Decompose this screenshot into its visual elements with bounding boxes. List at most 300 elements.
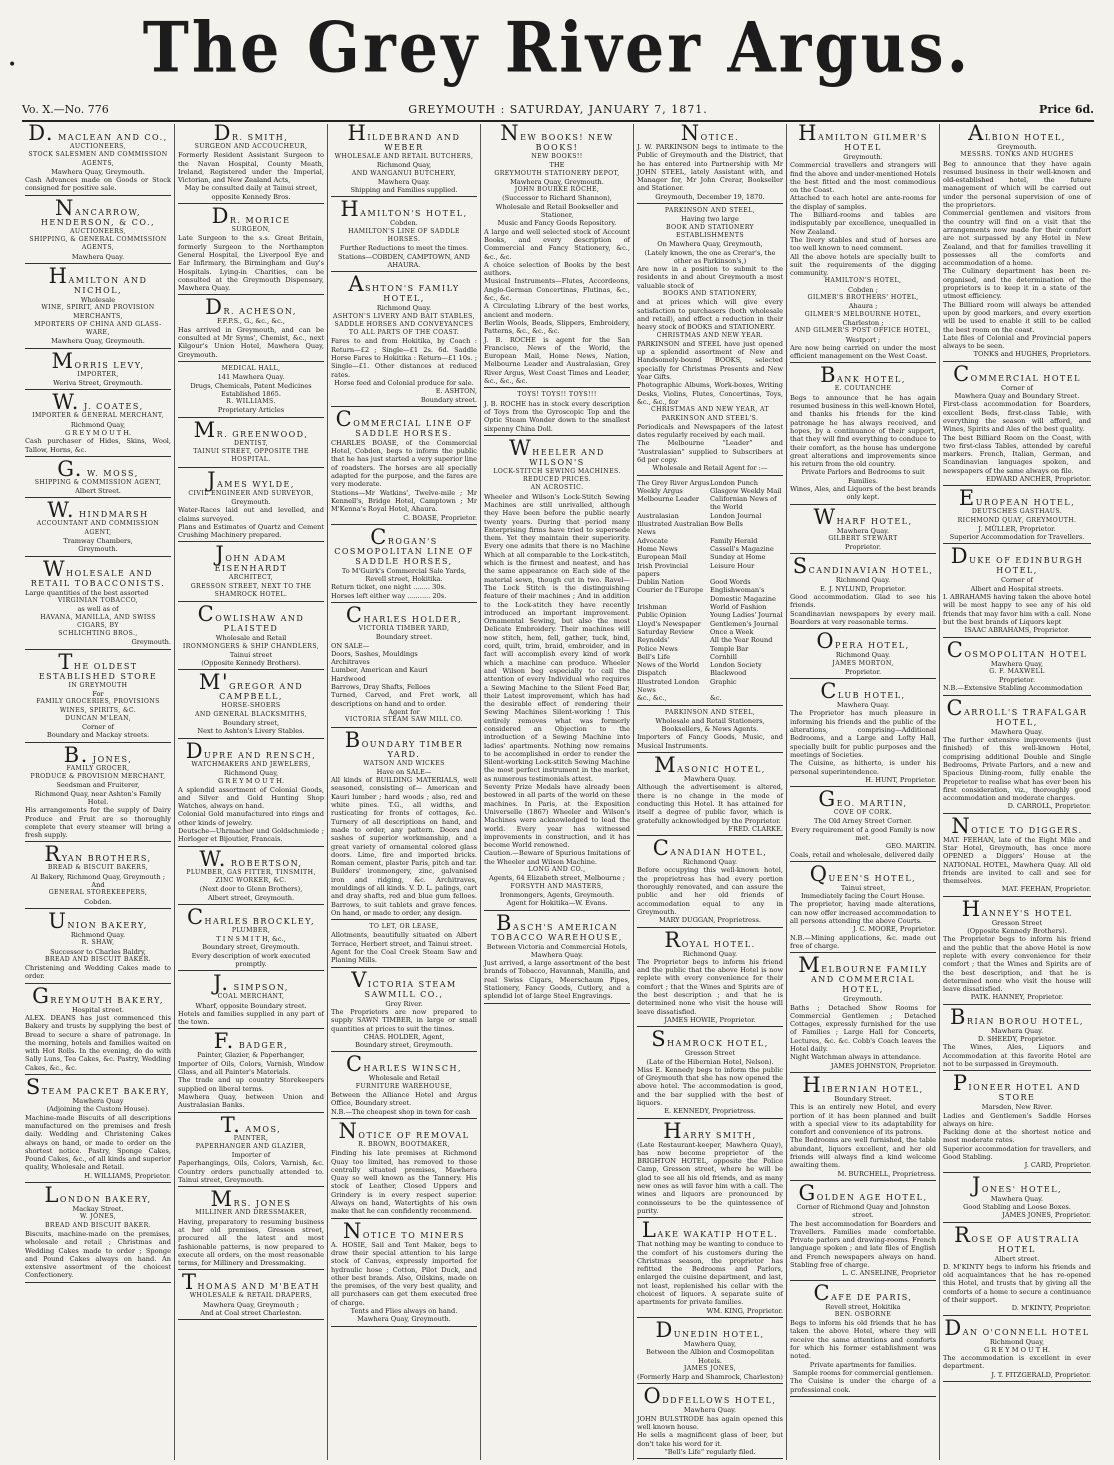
- ad-text: The accommodation is excellent in ever department.: [943, 1354, 1091, 1371]
- ad-text: Mawhera Quay, Greymouth.: [510, 177, 604, 186]
- ad-heading: MELBOURNE FAMILY AND COMMERCIAL HOTEL,: [798, 953, 928, 995]
- ad-heading: NOTICE TO MINERS: [342, 1218, 466, 1243]
- ad-text: Cobden.: [390, 219, 418, 228]
- ad-text: BOOK AND STATIONERY ESTABLISHMENTS: [665, 223, 755, 239]
- ad-heading: DUKE OF EDINBURGH HOTEL,: [950, 544, 1084, 576]
- ad-text: FURNITURE WAREHOUSE,: [355, 1082, 453, 1090]
- ad-text: ACCOUNTANT AND COMMISSION AGENT,: [36, 520, 160, 536]
- ad-text: Although the advertisement is altered, there is no change in the mode of conducting this Hotel. It has attained for itself a degree of public favor, which is gratefully acknowledged by the Proprietor.: [637, 783, 783, 825]
- advertisement: [178, 365, 324, 418]
- agency-list-item: Australasian: [637, 511, 679, 520]
- ad-text: The best accommodation for Boarders and Travellers. Families made comfortable. Private parlors and drawing-rooms. French language spoken ; and late files of English and French newspapers always on hand. Stabling free of charge.: [790, 1219, 936, 1269]
- ad-text: That nothing may be wanting to conduce to the comfort of his customers during the Christmas season, the proprietor has refitted the Bedrooms and Parlors, enlarged the cuisine department, and last, not least, replenished his cellar with the choicest of liquors. A separate suite of apartments for private families.: [637, 1240, 783, 1307]
- ad-text: Late Surgeon to the s.s. Great Britain, formerly Surgeon to the Northampton General Hospital, the Liverpool Eye and Ear Infirmary, the Birmingham and Guy's Hospitals. Lying-in Charities, can be consulted at the Greymouth Dispensary, Mawhera Quay.: [178, 234, 324, 293]
- ad-text: Late files of Colonial and Provincial papers always to be seen.: [943, 333, 1091, 351]
- advertisement: [25, 556, 171, 650]
- agency-list-item: London Society: [710, 661, 762, 670]
- ad-text: ALEX. DEANS has just commenced this Bakery and trusts by supplying the best of Bread to secure a share of patronage. In the morning, hotels and families waited on with Hot Rolls. In the evening, do do with Sally Luns, Tea Cakes, &c. Pastry, Wedding Cakes, &c., &c.: [25, 1014, 171, 1072]
- ad-text: The livery stables and stud of horses are too well known to need comment.: [790, 235, 936, 253]
- ad-text: Boundary street, Greymouth.: [202, 943, 300, 952]
- advertisement: [637, 927, 783, 1028]
- ad-heading: JOHN ADAM EISENHARDT: [214, 542, 288, 574]
- advertisement: [331, 406, 477, 525]
- ad-text: Boundary street.: [375, 633, 433, 642]
- ad-text: IMPORTER,: [77, 370, 119, 378]
- ad-text: (Opposite Kennedy Brothers).: [967, 927, 1067, 936]
- agency-list-item: Saturday Review: [637, 627, 694, 636]
- ad-text: Greymouth, December 19, 1870.: [655, 192, 765, 201]
- ad-text: The Proprietor begs to inform his friend and the public that the above Hotel is now replete with every convenience for their comfort ; that the Wines and Spirits are of the best description, and that he is determined none who visit the house will leave dissatisfied.: [943, 935, 1091, 994]
- ad-text: TAINUI STREET, OPPOSITE THE HOSPITAL.: [193, 448, 309, 464]
- ad-text: Mawhera Quay, between Union and Australasian Banks.: [178, 1092, 324, 1110]
- ad-text: Wines, Ales, and Liquors of the best brands only kept.: [790, 484, 936, 502]
- ad-text: Richmond Quay.: [835, 651, 891, 660]
- ad-text: Cash Advances made on Goods or Stock consigned for positive sale.: [25, 176, 171, 193]
- column-2: [175, 124, 328, 1460]
- ad-heading: HAMILTON'S HOTEL,: [340, 197, 468, 222]
- ad-text: Large quantities of the best assorted: [25, 588, 149, 597]
- advertisement: [25, 498, 171, 556]
- ad-text: (Late of the Hibernian Hotel, Nelson).: [646, 1057, 774, 1066]
- ad-text: VICTORIA TIMBER YARD,: [358, 624, 450, 632]
- ad-text: Ahaura ;: [848, 302, 878, 311]
- ad-text: Begs to announce that he has again resumed business in this well-known Hotel, and thanks his friends for the kind patronage he has always received, and hopes, by a continuance of their support, that they will find everything to conduce to their comfort, as the house has undergone great alterations and improvements since his return from the old country.: [790, 393, 936, 469]
- ad-text: All kinds of BUILDING MATERIALS, well seasoned, consisting of— American and Kauri lumber ; hard woods ; also, red and white pines. T.G., all widths, and rusticating for fronts of cottages, &c. Turnery of all descriptions on hand, and made to order, any pattern. Doors and sashes of superior workmanship, and a great variety of ornamental colored glass doors. Lime, fire and imported bricks. Roman cement, plaster Paris, pitch and tar. Builders' ironmongery, zinc, galvanised iron and ridging, &c. Architraves, mouldings of all kinds. V. D. L. palings, cart and dray shafts, red and blue gum felloes. Barrows, to suit tablets and grave fences. On hand, or made to order, any design.: [331, 776, 477, 917]
- ad-text: The Old Arney Street Corner.: [813, 817, 913, 826]
- ad-text: G R E Y M O U T H.: [217, 777, 285, 786]
- ad-heading: CHARLES WINSCH,: [345, 1052, 463, 1077]
- ad-heading: GEO. MARTIN,: [818, 787, 908, 812]
- ad-text: as well as of: [77, 605, 119, 614]
- ad-text: AND WANGANUI BUTCHERY,: [351, 169, 457, 177]
- ad-text: GILMER'S MELBOURNE HOTEL,: [804, 310, 922, 318]
- ad-text: JOHN BOURKE ROCHE,: [514, 186, 600, 194]
- advertisement: [331, 1118, 477, 1219]
- ad-text: For: [92, 689, 104, 698]
- ad-text: The Cuisine is under the charge of a professional cook.: [790, 1377, 936, 1394]
- ad-text: Richmond Quay,: [376, 161, 432, 170]
- ad-text: Baths ; Detached Show Rooms for Commercial Gentlemen ; Detached Cottages, expressly furnished for the use of Families ; Large Hall for Concerts, Lectures, &c. &c. Cobb's Coach leaves the Hotel daily.: [790, 1003, 936, 1054]
- ad-text: Mawhera Quay.: [71, 252, 125, 261]
- advertisement: [178, 124, 324, 204]
- ad-heading: LONDON BAKERY,: [44, 1183, 152, 1208]
- ad-text: (Formerly Harp and Shamrock, Charleston): [637, 1373, 783, 1382]
- ad-text: Agent for: [388, 707, 420, 716]
- ad-text: Water-Races laid out and levelled, and claims surveyed.: [178, 506, 324, 523]
- ad-text: CHARLES BOASE, of the Commercial Hotel, Cobden, begs to inform the public that he has just started a very superior line of roadsters. The horses are all specially adapted for the purpose, and the fares are very moderate.: [331, 438, 477, 489]
- ad-text: E. COUTANCHE: [834, 385, 892, 393]
- agency-list-item: Blackwood: [710, 669, 747, 678]
- ad-text: F.F.P.S., G., &c., &c.,: [217, 317, 285, 326]
- ad-heading: QUEEN'S HOTEL,: [809, 861, 917, 886]
- ad-text: Paperhangings, Oils, Colors, Varnish, &c. Country orders punctually attended to. Tainui street, Greymouth.: [178, 1159, 324, 1185]
- ad-text: Successor to Charles Baldry,: [50, 947, 146, 956]
- agency-list-item: London Journal: [710, 511, 762, 520]
- agency-list-item: Gentlemen's Journal: [710, 619, 779, 628]
- ad-heading: WHOLESALE AND RETAIL TOBACCONISTS.: [30, 556, 166, 588]
- ad-text: GILMER'S BROTHERS' HOTEL,: [807, 294, 919, 302]
- advertisement: [943, 124, 1091, 362]
- ad-heading: F. BADGER,: [213, 1029, 289, 1054]
- ad-text: Between the Alliance Hotel and Argus Office, Boundary street.: [331, 1091, 477, 1108]
- advertisement: [790, 861, 936, 953]
- advertisement: [331, 923, 477, 967]
- ad-heading: NANCARROW, HENDERSON, & CO.,: [40, 195, 156, 227]
- advertisement: [790, 953, 936, 1073]
- ad-text: Ironmongers, Agents, Greymouth.: [499, 890, 615, 899]
- ad-text: SHIPPING & COMMISSION AGENT,: [34, 478, 162, 486]
- ad-heading: BRIAN BOROU HOTEL,: [950, 1004, 1084, 1029]
- ad-text: E. KENNEDY, Proprietress.: [664, 1107, 756, 1116]
- ad-text: Boundary street.: [420, 395, 477, 404]
- advertisement: [178, 1112, 324, 1188]
- ad-text: His arrangements for the supply of Dairy Produce and Fruit are so thoroughly complete that every steamer will bring a fresh supply.: [25, 806, 171, 840]
- ad-text: JAMES JONES,: [683, 1364, 737, 1372]
- ad-text: ASHTON'S LIVERY AND BAIT STABLES,: [333, 312, 475, 320]
- ad-text: Begs to inform his old friends that he has taken the above Hotel, where they will receive the same attentions and comforts for which his former establishment was noted.: [790, 1319, 936, 1361]
- advertisement: [25, 649, 171, 743]
- column-5: [634, 124, 787, 1460]
- ad-text: COAL MERCHANT,: [217, 993, 285, 1001]
- ad-text: JAMES MORTON,: [832, 659, 894, 667]
- advertisement: [178, 204, 324, 295]
- advertisement: [790, 124, 936, 363]
- advertisement: [25, 263, 171, 349]
- advertisement: [178, 417, 324, 468]
- ad-heading: MORRIS LEVY,: [51, 348, 145, 373]
- ad-text: The best Billiard Room on the Coast, with two first-class Tables, attended by careful markers. French, Italian, German, and Scandinavian languages spoken, and newspapers of the same always on file.: [943, 433, 1091, 475]
- ad-text: The proprietor, having made alterations, can now offer increased accommodation to all persons attending the above Courts.: [790, 900, 936, 926]
- ad-heading: GREYMOUTH BAKERY,: [32, 983, 164, 1008]
- ad-heading: SCANDINAVIAN HOTEL,: [792, 554, 934, 579]
- ad-text: Proprietor.: [998, 676, 1036, 685]
- volume-number: Vo. X.—No. 776: [22, 103, 109, 116]
- ad-text: Revell street, Hokitika: [825, 1302, 901, 1311]
- ad-heading: G. W. MOSS,: [57, 456, 139, 481]
- ad-heading: CANADIAN HOTEL,: [652, 836, 768, 861]
- ad-text: Richmond Quay.: [70, 930, 126, 939]
- ad-text: SADDLE HORSES AND CONVEYANCES TO ALL PARTS OF THE COAST.: [334, 320, 474, 337]
- ad-text: WHOLESALE & RETAIL DRAPERS,: [189, 1292, 313, 1300]
- ad-text: A Circulating Library of the best works, ancient and modern.: [484, 302, 630, 319]
- ad-heading: NEW BOOKS! NEW BOOKS!: [500, 124, 614, 152]
- ad-text: H. WILLIAMS, Proprietor.: [84, 1171, 171, 1180]
- ad-text: Corner of: [82, 723, 114, 732]
- ad-text: ON SALE—: [331, 641, 370, 650]
- ad-text: Private apartments for families.: [809, 1360, 917, 1369]
- ad-text: (Lately known, the one as Crerar's, the other as Parkinson's,): [644, 248, 776, 265]
- ad-text: Finding his late premises at Richmond Quay too limited, has removed to those centrally situated premises, Mawhera Quay so well known as the Tannery. His stock of Leather, Closed Uppers and Grindery is in every respect superior. Always on hand, Watertights of his own make that he can confidently recommend.: [331, 1149, 477, 1216]
- ad-text: 141 Mawhera Quay.: [217, 373, 285, 382]
- ad-text: Private Parlors and Bedrooms to suit Families.: [801, 468, 925, 485]
- ad-heading: ASHTON'S FAMILY HOTEL,: [348, 272, 460, 304]
- ad-text: Mawhera Quay.: [990, 1194, 1044, 1203]
- place-and-date: GREYMOUTH : SATURDAY, JANUARY 7, 1871.: [408, 103, 708, 116]
- ad-text: FAMILY GROCERIES, PROVISIONS WINES, SPIRITS, &C.: [36, 698, 160, 714]
- ad-text: Mawhera Quay and Boundary Street.: [954, 392, 1080, 401]
- ad-text: HAMILTON'S HOTEL,: [824, 277, 902, 285]
- ad-text: IN GREYMOUTH: [68, 681, 128, 689]
- ad-text: CHRISTMAS AND NEW YEAR, AT PARKINSON AND STEEL'S.: [651, 406, 769, 422]
- ad-text: Caution.—Beware of Spurious Imitations of the Wheeler and Wilson Machine.: [484, 849, 630, 866]
- ad-text: Seedsman and Fruiterer,: [56, 781, 140, 790]
- ad-text: J. MÜLLER, Proprietor.: [978, 524, 1056, 533]
- ad-text: AUCTIONEERS,: [70, 227, 126, 235]
- ad-text: E. J. NYLUND, Proprietor.: [819, 584, 907, 593]
- advertisement: [637, 1384, 783, 1459]
- advertisement: [178, 295, 324, 361]
- ad-text: Mawhera Quay.: [990, 727, 1044, 736]
- ad-text: The Proprietor begs to inform his friend and the public that the above Hotel is now replete with every convenience for their comfort ; that the Wines and Spirits are of the best description ; and that he is determined none who visit the house will leave dissatisfied.: [637, 957, 783, 1016]
- ad-text: MESSRS. TONKS AND HUGHES: [960, 151, 1074, 159]
- ad-text: Cobden ;: [848, 285, 878, 294]
- ad-text: HAVANA, MANILLA, AND SWISS CIGARS, BY: [40, 613, 156, 629]
- ad-text: PLUMBER,: [231, 926, 271, 934]
- advertisement: [943, 813, 1091, 897]
- ad-text: JOHN BULSTRODE has again opened this well known house.: [637, 1414, 783, 1431]
- ad-text: Wholesale and Retail Agent for :—: [652, 464, 768, 473]
- ad-text: Corner of Richmond Quay and Johnston street.: [796, 1202, 930, 1220]
- ad-text: Corner of: [1001, 383, 1033, 392]
- ad-text: WINE, SPIRIT, AND PROVISION MERCHANTS,: [41, 304, 155, 320]
- ad-text: All the above hotels are specially built to suit the requirements of the digging community.: [790, 252, 936, 278]
- ad-text: SHIPPING, & GENERAL COMMISSION AGENTS,: [29, 236, 167, 252]
- ad-heading: UNION BAKERY,: [48, 908, 148, 933]
- ad-text: G. F. MAXWELL: [989, 667, 1045, 675]
- ad-text: Musical Instruments—Flutes, Accordeons, Anglo-German Concertinas, Flutinas, &c., &c., &c.: [484, 277, 630, 303]
- advertisement: [178, 738, 324, 847]
- ad-heading: HAMILTON GILMER'S HOTEL: [798, 124, 928, 152]
- ad-text: Every description of work executed promptly.: [191, 951, 311, 968]
- agency-list-item: Bow Bells: [710, 520, 743, 529]
- ad-text: D. M'KINTY, Proprietor.: [1011, 1304, 1091, 1313]
- ad-text: BREAD & BISCUIT BAKERS,: [47, 864, 149, 872]
- ad-heading: CAFE DE PARIS,: [813, 1280, 913, 1305]
- ad-text: A. HOSIE, Sail and Tent Maker, begs to draw their special attention to his large stock of Canvas, expressly imported for hydraulic hose ; Cotton, Pilot Duck, and other best brands. Also, Oilskins, made on the premises, of the very best quality, and all purchasers can get them executed free of charge.: [331, 1240, 477, 1307]
- ad-text: The Culinary department has been re-organised, and the determination of the proprietors is to keep it in a state of the utmost efficiency.: [943, 267, 1091, 301]
- ad-text: WATCHMAKERS AND JEWELERS,: [191, 760, 311, 768]
- advertisement: [790, 554, 936, 629]
- ad-text: Stations—Mr Watkins', Twelve-mile ; Mr Kennell's, Bridge Hotel, Camptown ; Mr M'Kenna's Royal Hotel, Ahaura.: [331, 488, 477, 514]
- ad-heading: J. SIMPSON,: [213, 971, 289, 996]
- ad-heading: SHAMROCK HOTEL,: [651, 1027, 769, 1052]
- agency-list-item: Young Ladies' Journal: [710, 611, 783, 620]
- ad-heading: NOTICE.: [680, 124, 740, 145]
- ad-text: Next to Ashton's Livery Stables.: [197, 727, 305, 736]
- ad-text: Richmond Quay,: [223, 768, 279, 777]
- ad-heading: HARRY SMITH,: [663, 1118, 757, 1143]
- advertisement: [25, 348, 171, 391]
- ad-heading: THE OLDEST ESTABLISHED STORE: [38, 649, 158, 681]
- ad-text: R. BROWN, BOOTMAKER,: [358, 1140, 450, 1148]
- ad-text: (Next door to Glenn Brothers),: [199, 885, 303, 894]
- ad-text: Proprietor.: [844, 543, 882, 552]
- ad-text: J. T. FITZGERALD, Proprietor.: [991, 1370, 1091, 1379]
- ad-text: Between the Albion and Cosmopolitan Hotels.: [646, 1348, 774, 1365]
- ad-heading: ROSE OF AUSTRALIA HOTEL: [954, 1222, 1080, 1254]
- ad-text: Wholesale and Retail: [215, 634, 287, 643]
- agency-list: [637, 479, 783, 703]
- ad-text: Importers of Fancy Goods, Music, and Musical Instruments.: [637, 733, 783, 750]
- agency-list-item: European Mail: [637, 553, 687, 562]
- ad-text: J. C. MOORE, Proprietor.: [853, 925, 936, 934]
- advertisement: [943, 361, 1091, 487]
- advertisement: [637, 753, 783, 836]
- ad-heading: W. ROBERTSON,: [199, 846, 303, 871]
- ad-text: J. CARD, Proprietor.: [1024, 1161, 1091, 1170]
- ad-text: Albert street.: [994, 1254, 1040, 1263]
- ad-text: HORSE-SHOERS: [221, 702, 281, 710]
- ad-text: And: [91, 881, 105, 890]
- ad-text: Fares to and from Hokitika, by Coach : Return—£2 ; Single—£1 2s. 6d. Saddle Horse Fares to Hokitika : Return—£1 10s. ; Single—£1. Other distances at reduced rates.: [331, 337, 477, 379]
- column-3: [328, 124, 481, 1460]
- advertisement: [25, 742, 171, 843]
- advertisement: [331, 967, 477, 1053]
- ad-text: LOCK-STITCH SEWING MACHINES.: [493, 467, 621, 475]
- ad-text: ARCHITECT,: [228, 574, 274, 582]
- ad-text: I. ABRAHAMS having taken the above hotel will be most happy to see any of his old friends that may favor him with a call. None but the best brands of Liquors kept: [943, 593, 1091, 626]
- ad-text: Wholesale and Retail Stationers, Booksellers, & News Agents.: [655, 716, 765, 734]
- ad-text: Wheeler and Wilson's Lock-Stitch Sewing Machines are still unrivalled, although they Have been before the public nearly twenty years. During that period many Enterprising firms have tried to supersede them. Yet they maintain their superiority. Every one admits that there is no Machine Which at all comparable to the Lock-stitch, which is the firmest and neatest, and has the same appearance on Each side of the material sewn, though cut in two. Ravel—The Lock Stitch is the distinguishing feature of their machines ; And in addition to the Lock-stitch they have recently introduced an important improvement. Ornamental Sewing, but also the most Delicate Embroidery. Their machines will now stitch, hem, fell, gather, tuck, bind, cord, quilt, trim, braid, embroider, and in fact will accomplish every kind of work which a machine can produce. Wheeler and Wilson beg especially to call the attention of every Individual who requires a Sewing Machine to the Silent Feed Bar, their Latest improvement, which has had the desirable effect of rendering their Sewing Machines Silent-working ! This entirely removes what was formerly considered an Objection to the introduction of a Sewing Machine into ladies' apartments. Nothing now remains to be accomplished in order to render the Silent-working Lock-stitch Sewing Machine the most perfect instrument in the market, as numerous testimonials attest.: [484, 492, 630, 783]
- ad-text: Marsden, New River.: [981, 1103, 1053, 1112]
- ad-heading: DR. SMITH,: [213, 124, 289, 145]
- ad-text: Mawhera Quay.: [836, 701, 890, 710]
- ad-text: This is an entirely new Hotel, and every portion of it has been planned and built with a special view to its adaptability for comfort and convenience of its patrons.: [790, 1103, 936, 1137]
- ad-text: The Billiard-rooms and tables are indisputably par excellence, unequalled in New Zealand.: [790, 211, 936, 236]
- advertisement: [943, 1315, 1091, 1382]
- advertisement: [637, 1218, 783, 1318]
- advertisement: [25, 983, 171, 1075]
- ad-text: Painter, Glazier, & Paperhanger,: [197, 1051, 305, 1060]
- ad-text: AND GILMER'S POST OFFICE HOTEL,: [794, 327, 932, 335]
- agency-list-item: Englishwoman's Domestic Magazine: [710, 586, 776, 603]
- ad-text: Miss E. Kennedy begs to inform the public of Greymouth that she has now opened the above hotel. The accommodation is good, and the bar supplied with the best of liquors.: [637, 1065, 783, 1107]
- ad-text: Ladies and Gentlemen's Saddle Horses always on hire.: [943, 1111, 1091, 1128]
- ad-text: (Opposite Kennedy Brothers).: [201, 659, 301, 668]
- ad-text: Cash purchaser of Hides, Skins, Wool, Tallow, Horns, &c.: [25, 437, 171, 454]
- ad-heading: VICTORIA STEAM SAWMILL CO.,: [351, 967, 457, 999]
- ad-text: LONG AND CO.,: [528, 866, 586, 874]
- agency-list-item: Lloyd's Newspaper: [637, 619, 701, 628]
- ad-text: The Melbourne “Leader” and “Australasian” supplied to Subscribers at 6d per copy.: [637, 439, 783, 464]
- ad-text: DENTIST,: [233, 439, 269, 447]
- advertisement: [484, 910, 630, 1004]
- advertisement: [178, 846, 324, 905]
- agency-list-item: Public Opinion: [637, 611, 687, 620]
- advertisement: [637, 709, 783, 753]
- ad-heading: HANNEY'S HOTEL: [961, 896, 1073, 921]
- agency-list-item: Irish Provincial papers: [637, 561, 689, 578]
- ad-text: Albert Street.: [75, 487, 121, 496]
- ad-heading: CLUB HOTEL,: [820, 679, 906, 704]
- ad-heading: STEAM PACKET BAKERY,: [25, 1075, 171, 1100]
- ad-text: Wholesale: [80, 295, 116, 304]
- ad-text: Greymouth.: [78, 545, 118, 554]
- ad-text: Every requirement of a good Family is now met.: [790, 825, 936, 842]
- ad-text: Sample rooms for commercial gentlemen.: [792, 1368, 934, 1377]
- ad-text: N.B.—The cheapest shop in town for cash: [331, 1107, 471, 1116]
- ad-heading: DR. MORICE: [211, 204, 291, 229]
- ad-text: Richmond Quay,: [989, 1337, 1045, 1346]
- advertisement: [484, 391, 630, 435]
- ad-heading: CARROLL'S TRAFALGAR HOTEL,: [946, 695, 1088, 727]
- ad-text: BEN. OSBORNE: [834, 1310, 892, 1318]
- ad-text: Richmond Quay,: [70, 420, 126, 429]
- ad-heading: JONES' HOTEL,: [971, 1172, 1063, 1197]
- column-7: [940, 124, 1094, 1460]
- ad-text: Weriva Street, Greymouth.: [53, 379, 143, 388]
- advertisement: [331, 272, 477, 407]
- ad-heading: COMMERCIAL LINE OF SADDLE HORSES.: [335, 406, 473, 438]
- ad-text: PLUMBER, GAS FITTER, TINSMITH, ZINC WORKER, &C.: [186, 868, 316, 884]
- ad-text: Immediately facing the Court House.: [801, 892, 925, 901]
- ad-text: R. SHAW,: [81, 939, 115, 947]
- ad-text: Packing done at the shortest notice and most moderate rates.: [943, 1128, 1091, 1145]
- ad-text: The Cuisine, as hitherto, is under his personal superintendence.: [790, 759, 936, 776]
- ad-text: Deutsche—Uhrmacher und Goldschmiede ; Horloger et Bijoutier, Francais.: [178, 827, 324, 844]
- ad-heading: NOTICE TO DIGGERS.: [951, 813, 1083, 838]
- ad-text: Beg to announce that they have again resumed business in their well-known and old-established hotel, the future management of which will be carried out under the personal supervision of one of the proprietors.: [943, 159, 1091, 210]
- agency-list-item: Reynolds': [637, 636, 670, 645]
- agency-list-item: Family Herald: [710, 536, 758, 545]
- ad-text: Commercial travellers and strangers will find the above and under-mentioned Hotels the best fitted and the most commodious on the Coast.: [790, 161, 936, 195]
- ad-text: Music and Fancy Goods Repository.: [497, 219, 617, 228]
- ad-text: and at prices which will give every satisfaction to purchasers (both wholesale and retail), and effect a reduction in their heavy stock of BOOKS and STATIONERY.: [637, 298, 783, 332]
- ad-heading: BASCH'S AMERICAN TOBACCO WAREHOUSE,: [491, 910, 623, 942]
- ad-text: Seventy Prize Medals have already been bestowed in all parts of the world on these machines. In Paris, at the Exposition Universelle (1867) Wheeler and Wilson's Machines were acknowledged to lead the world. Every year has witnessed improvements in construction, and it has become World renowned.: [484, 783, 630, 850]
- ad-text: D. CARROLL, Proprietor.: [1007, 802, 1091, 811]
- ad-heading: COMMERCIAL HOTEL: [953, 361, 1081, 386]
- ad-heading: W. HINDMARSH: [47, 498, 149, 523]
- ad-text: DEUTSCHES GASTHAUS.: [971, 508, 1063, 516]
- ad-text: DUNCAN M'LEAN,: [65, 714, 131, 722]
- agency-list-item: Courier de l'Europe: [637, 586, 704, 595]
- ad-text: Wholesale and Retail Bookseller and Stationer,: [495, 202, 619, 220]
- ad-text: BOOKS AND STATIONERY,: [662, 290, 758, 298]
- ad-text: JAMES HOWIE, Proprietor.: [664, 1015, 756, 1024]
- ad-text: MEDICAL HALL,: [221, 364, 281, 372]
- advertisement: [178, 602, 324, 670]
- ad-text: Proprietary Articles: [217, 406, 285, 415]
- agency-list-item: Graphic: [710, 677, 737, 686]
- ad-heading: DR. ACHESON,: [205, 295, 297, 320]
- ad-text: TOYS! TOYS!! TOYS!!!: [517, 391, 597, 399]
- ad-heading: ROYAL HOTEL.: [664, 927, 756, 952]
- ad-heading: WHEELER AND WILSON'S: [509, 435, 605, 467]
- agency-list-item: All the Year Round: [710, 636, 773, 645]
- ad-heading: T. AMOS,: [220, 1112, 282, 1137]
- ad-text: L. C. ANSELINE, Proprietor: [842, 1269, 936, 1278]
- ad-text: PATK. HANNEY, Proprietor.: [970, 993, 1064, 1002]
- ad-text: RICHMOND QUAY, GREYMOUTH.: [957, 516, 1077, 524]
- ad-text: Mawhera Quay, Greymouth.: [51, 337, 145, 346]
- advertisement: [790, 679, 936, 787]
- ad-text: GEO. MARTIN.: [885, 842, 936, 851]
- ad-text: WHOLESALE AND RETAIL BUTCHERS,: [334, 153, 474, 160]
- ad-text: Albert and Hospital streets.: [970, 584, 1064, 593]
- ad-text: N.B.—Extensive Stabling Accommodation: [943, 684, 1083, 693]
- agency-list-item: Californian News of the World: [710, 495, 777, 512]
- ad-text: Mawhera Quay.: [683, 1406, 737, 1415]
- ad-text: GILBERT STEWART: [828, 534, 898, 542]
- advertisement: [790, 629, 936, 679]
- ad-text: GREYMOUTH STATIONERY DEPOT,: [494, 169, 620, 177]
- ad-text: And at Coal street Charleston.: [200, 1309, 302, 1318]
- ad-heading: ODDFELLOWS HOTEL,: [643, 1384, 777, 1409]
- advertisement: [790, 504, 936, 555]
- ad-text: FORSYTH AND MASTERS,: [510, 882, 604, 890]
- ad-text: MARY DUGGAN, Proprietress.: [659, 916, 761, 925]
